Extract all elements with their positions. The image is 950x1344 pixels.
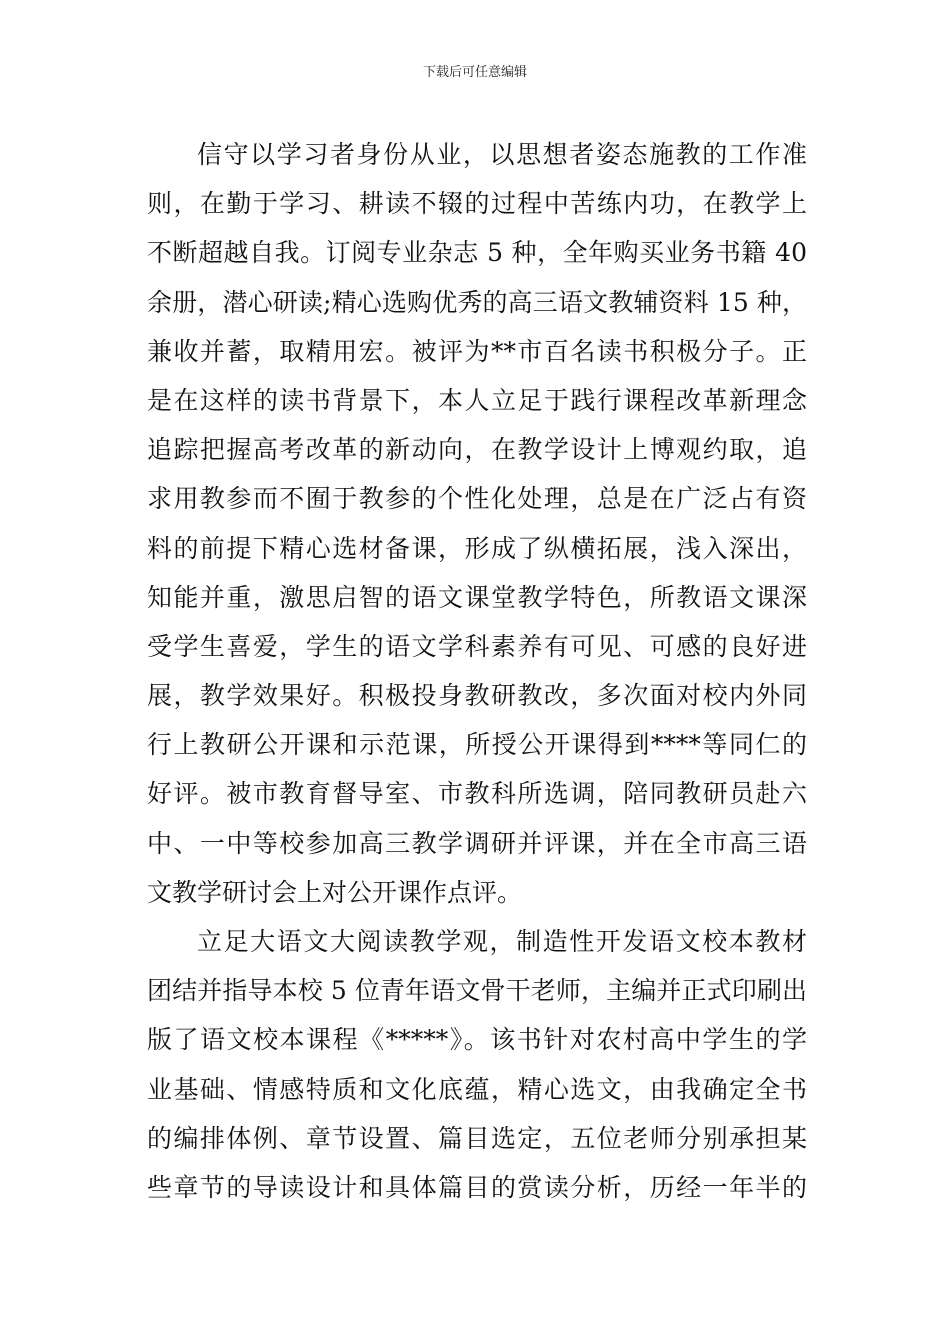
text-line: 不断超越自我。订阅专业杂志 5 种，全年购买业务书籍 40: [147, 238, 807, 268]
document-body: [147, 130, 807, 1212]
text-line: 求用教参而不囿于教参的个性化处理，总是在广泛占有资: [147, 484, 807, 514]
text-line: 好评。被市教育督导室、市教科所选调，陪同教研员赴六: [147, 779, 807, 809]
text-line: 是在这样的读书背景下，本人立足于践行课程改革新理念: [147, 385, 807, 415]
text-line: 兼收并蓄，取精用宏。被评为**市百名读书积极分子。正: [147, 336, 807, 366]
text-line: 团结并指导本校 5 位青年语文骨干老师，主编并正式印刷出: [147, 976, 807, 1006]
text-line: 信守以学习者身份从业，以思想者姿态施教的工作准: [197, 140, 807, 169]
text-line: 的编排体例、章节设置、篇目选定，五位老师分别承担某: [147, 1123, 807, 1153]
text-line: 行上教研公开课和示范课，所授公开课得到****等同仁的: [147, 730, 807, 760]
text-line: 知能并重，激思启智的语文课堂教学特色，所教语文课深: [147, 582, 807, 612]
page-header-note: 下载后可任意编辑: [422, 65, 527, 80]
text-line: 些章节的导读设计和具体篇目的赏读分析，历经一年半的: [147, 1172, 807, 1202]
text-line: 中、一中等校参加高三教学调研并评课，并在全市高三语: [147, 828, 807, 858]
text-line: 追踪把握高考改革的新动向，在教学设计上博观约取，追: [147, 435, 807, 465]
text-line: 展，教学效果好。积极投身教研教改，多次面对校内外同: [147, 681, 807, 711]
text-line: 余册，潜心研读;精心选购优秀的高三语文教辅资料 15 种，: [147, 287, 807, 317]
text-line: 立足大语文大阅读教学观，制造性开发语文校本教材: [197, 927, 807, 956]
text-line: 版了语文校本课程《*****》。该书针对农村高中学生的学: [147, 1025, 807, 1055]
text-line: 文教学研讨会上对公开课作点评。: [147, 877, 523, 907]
paragraph: [147, 917, 807, 1212]
text-line: 业基础、情感特质和文化底蕴，精心选文，由我确定全书: [147, 1074, 807, 1104]
text-line: 料的前提下精心选材备课，形成了纵横拓展，浅入深出，: [147, 533, 807, 563]
paragraph: [147, 130, 807, 917]
text-line: 则，在勤于学习、耕读不辍的过程中苦练内功，在教学上: [147, 189, 807, 219]
text-line: 受学生喜爱，学生的语文学科素养有可见、可感的良好进: [147, 631, 807, 661]
